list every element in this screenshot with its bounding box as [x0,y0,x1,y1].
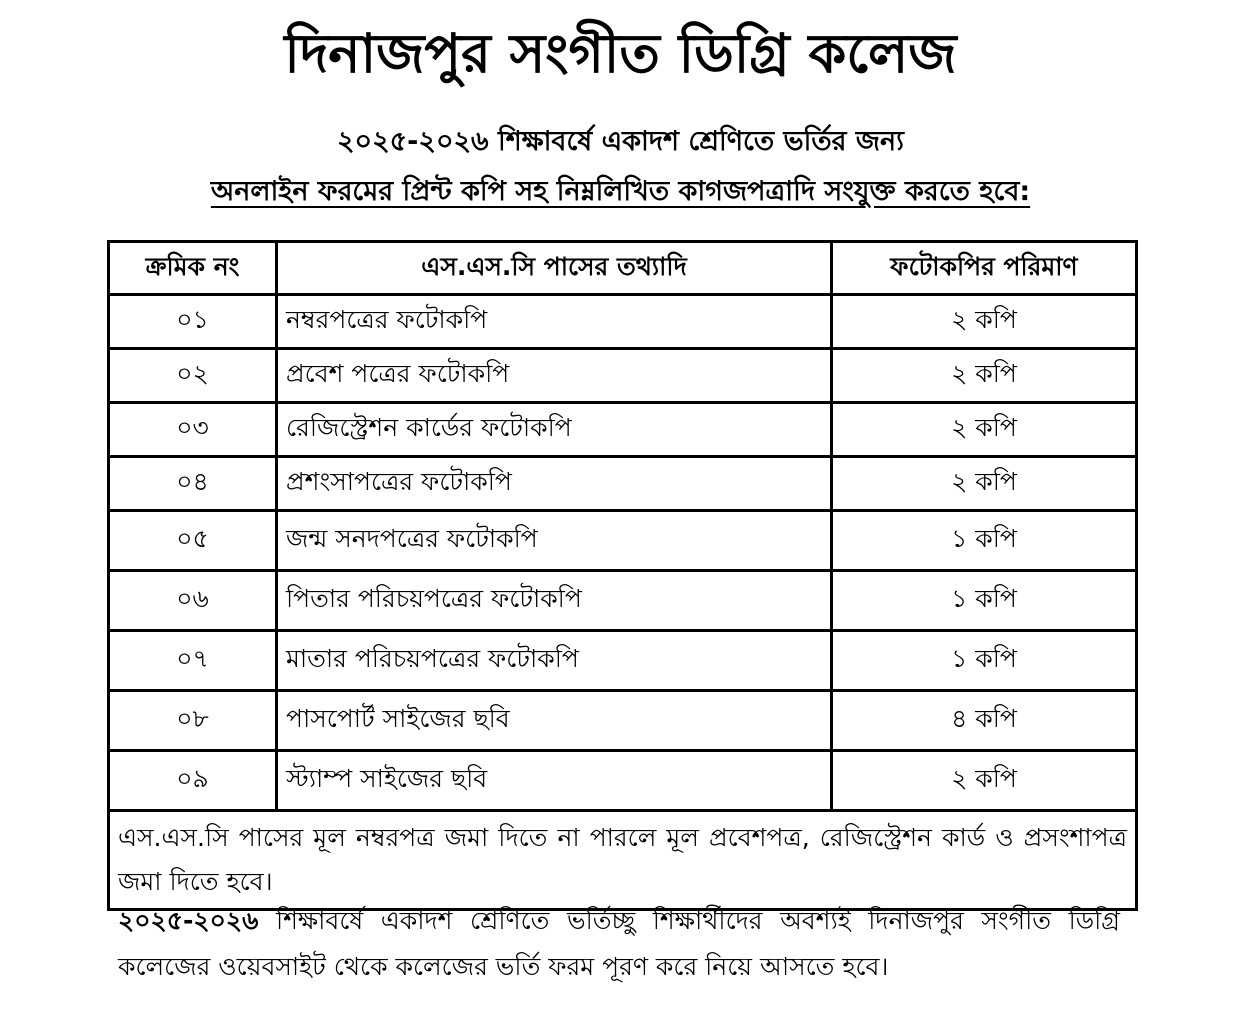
header-document: এস.এস.সি পাসের তথ্যাদি [277,242,832,295]
cell-quantity: ২ কপি [832,403,1137,457]
cell-document: পিতার পরিচয়পত্রের ফটোকপি [277,571,832,631]
table-note-row [109,811,1137,910]
cell-serial: ০৮ [109,691,277,751]
cell-serial: ০৩ [109,403,277,457]
page-title: দিনাজপুর সংগীত ডিগ্রি কলেজ [284,22,957,85]
cell-document: পাসপোর্ট সাইজের ছবি [277,691,832,751]
cell-serial: ০৬ [109,571,277,631]
footer-notice [118,898,1120,990]
table-row [109,751,1137,811]
cell-document: রেজিস্ট্রেশন কার্ডের ফটোকপি [277,403,832,457]
table-row [109,691,1137,751]
cell-serial: ০৪ [109,457,277,511]
table-row [109,403,1137,457]
subtitle-instruction-text: অনলাইন ফরমের প্রিন্ট কপি সহ নিম্নলিখিত কাগজপত্রাদি সংযুক্ত করতে হবে: [210,176,1031,207]
cell-serial: ০৯ [109,751,277,811]
table-row [109,571,1137,631]
cell-quantity: ২ কপি [832,751,1137,811]
cell-quantity: ২ কপি [832,295,1137,349]
table-row [109,457,1137,511]
header-serial: ক্রমিক নং [109,242,277,295]
table-row [109,631,1137,691]
table-row [109,511,1137,571]
cell-quantity: ১ কপি [832,571,1137,631]
footer-text: শিক্ষাবর্ষে একাদশ শ্রেণিতে ভর্তিচ্ছু শিক্ষার্থীদের অবশ্যই দিনাজপুর সংগীত ডিগ্রি কলেজের ওয়েবসাইট থেকে কলেজের ভর্তি ফরম পূরণ করে নিয়ে আসতে হবে। [118,906,1120,981]
subtitle-instruction [0,170,1241,214]
cell-quantity: ১ কপি [832,631,1137,691]
cell-quantity: ১ কপি [832,511,1137,571]
cell-serial: ০৭ [109,631,277,691]
cell-document: প্রবেশ পত্রের ফটোকপি [277,349,832,403]
cell-serial: ০৫ [109,511,277,571]
cell-document: স্ট্যাম্প সাইজের ছবি [277,751,832,811]
table-header-row [109,242,1137,295]
cell-serial: ০১ [109,295,277,349]
footer-year: ২০২৫-২০২৬ [118,906,259,935]
cell-document: নম্বরপত্রের ফটোকপি [277,295,832,349]
table-row [109,349,1137,403]
cell-document: জন্ম সনদপত্রের ফটোকপি [277,511,832,571]
requirements-table [107,240,1138,911]
table-note: এস.এস.সি পাসের মূল নম্বরপত্র জমা দিতে না পারলে মূল প্রবেশপত্র, রেজিস্ট্রেশন কার্ড ও প্রসংশাপত্র জমা দিতে হবে। [109,811,1137,910]
table-row [109,295,1137,349]
cell-quantity: ২ কপি [832,457,1137,511]
cell-document: মাতার পরিচয়পত্রের ফটোকপি [277,631,832,691]
subtitle-session: ২০২৫-২০২৬ শিক্ষাবর্ষে একাদশ শ্রেণিতে ভর্তির জন্য [337,126,904,157]
cell-quantity: ৪ কপি [832,691,1137,751]
cell-serial: ০২ [109,349,277,403]
cell-document: প্রশংসাপত্রের ফটোকপি [277,457,832,511]
cell-quantity: ২ কপি [832,349,1137,403]
header-quantity: ফটোকপির পরিমাণ [832,242,1137,295]
